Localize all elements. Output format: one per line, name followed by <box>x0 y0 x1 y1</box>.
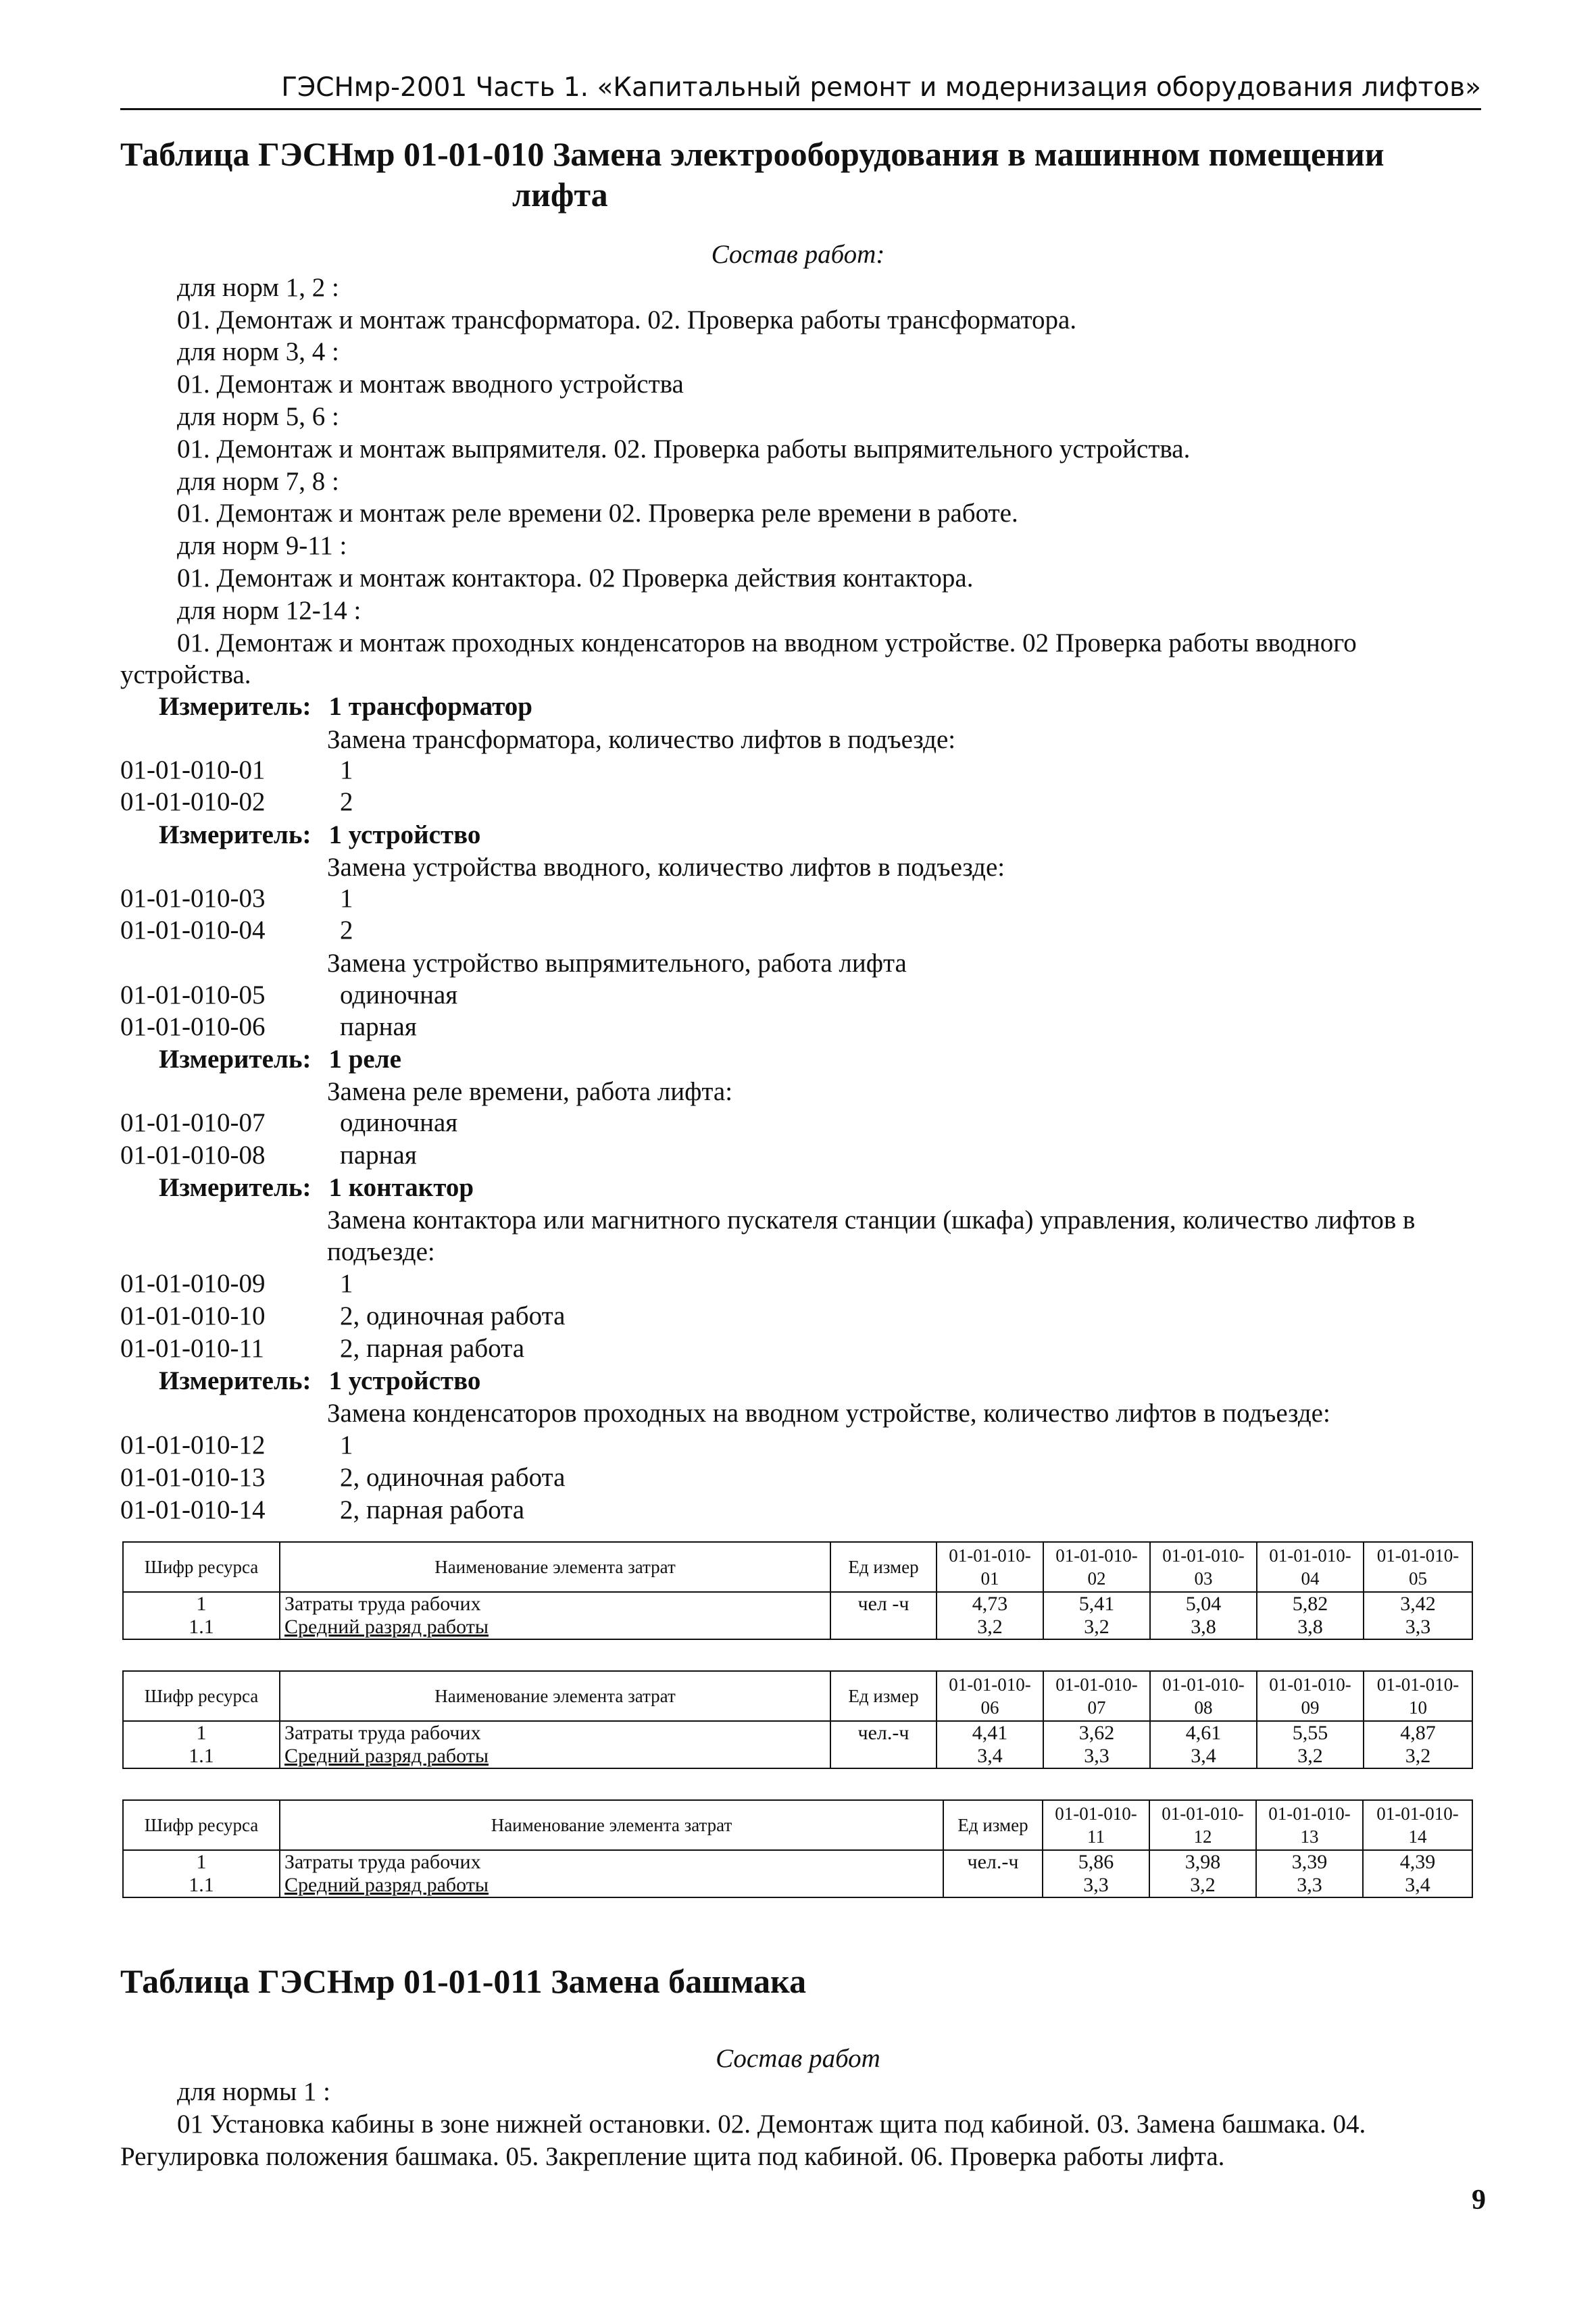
work-step-text: 01. Демонтаж и монтаж проходных конденсаторов на вводном устройстве. 02 Проверка работы вводного <box>177 628 1357 657</box>
value-cell: 3,4 <box>1150 1745 1257 1768</box>
value-cell: 3,3 <box>1043 1874 1149 1897</box>
header-cost-element: Наименование элемента затрат <box>280 1671 830 1721</box>
table-row <box>123 1616 1472 1639</box>
norm-value: 1 <box>340 755 353 785</box>
norm-code-row <box>120 1494 931 1526</box>
norm-label: для норм 3, 4 : <box>177 337 339 366</box>
table-title <box>120 134 1465 215</box>
table-title-line1: Таблица ГЭСНмр 01-01-010 Замена электрооборудования в машинном помещении <box>120 135 1385 173</box>
header-norm-code: 01-01-010-04 <box>1257 1542 1364 1592</box>
norm-code-row <box>120 1011 931 1043</box>
header-norm-code: 01-01-010-07 <box>1043 1671 1150 1721</box>
value-cell: 3,2 <box>1149 1874 1256 1897</box>
norm-code-row <box>120 1268 931 1299</box>
norm-description: Замена устройства вводного, количество лифтов в подъезде: <box>327 853 1005 882</box>
norm-code-row <box>120 754 931 786</box>
value-cell: 5,82 <box>1257 1592 1364 1616</box>
header-unit: Ед измер <box>830 1671 937 1721</box>
value-cell: 3,8 <box>1150 1616 1257 1639</box>
header-unit: Ед измер <box>943 1800 1043 1850</box>
header-norm-code: 01-01-010-01 <box>937 1542 1043 1592</box>
norm-label: для нормы 1 : <box>177 2077 330 2106</box>
norm-label: для норм 5, 6 : <box>177 402 339 431</box>
unit-cell: чел.-ч <box>943 1850 1043 1874</box>
norm-code-row <box>120 1300 931 1332</box>
table-row <box>123 1721 1472 1745</box>
norm-code: 01-01-010-09 <box>120 1269 266 1298</box>
norm-code-row <box>120 914 931 946</box>
work-step-text: 01. Демонтаж и монтаж вводного устройства <box>177 370 684 399</box>
table-row <box>123 1874 1472 1897</box>
header-norm-code: 01-01-010-08 <box>1150 1671 1257 1721</box>
unit-cell: чел -ч <box>830 1592 937 1616</box>
value-cell: 4,61 <box>1150 1721 1257 1745</box>
measure-line <box>159 1172 474 1203</box>
norm-code-row <box>120 882 931 914</box>
work-step-text: устройства. <box>120 660 251 689</box>
header-cost-element: Наименование элемента затрат <box>280 1542 830 1592</box>
value-cell: 3,4 <box>1363 1874 1472 1897</box>
norm-value: 2, парная работа <box>340 1495 525 1524</box>
header-norm-code: 01-01-010-13 <box>1256 1800 1363 1850</box>
norm-description: Замена конденсаторов проходных на вводном устройстве, количество лифтов в подъезде: <box>327 1399 1330 1428</box>
norm-code: 01-01-010-12 <box>120 1430 266 1460</box>
measure-value: 1 трансформатор <box>328 692 532 721</box>
norm-label: для норм 9-11 : <box>177 531 347 560</box>
table-row <box>123 1850 1472 1874</box>
norm-code-row <box>120 1107 931 1139</box>
norm-code-row <box>120 1429 931 1461</box>
norm-description: Замена контактора или магнитного пускателя станции (шкафа) управления, количество лифтов в подъезде: <box>327 1205 1416 1266</box>
measure-label: Измеритель: <box>159 820 311 849</box>
unit-cell: чел.-ч <box>830 1721 937 1745</box>
resource-code: 1.1 <box>123 1874 280 1897</box>
norm-code: 01-01-010-05 <box>120 980 266 1010</box>
header-norm-code: 01-01-010-10 <box>1364 1671 1472 1721</box>
norm-value: 2, одиночная работа <box>340 1301 566 1330</box>
resource-code: 1.1 <box>123 1616 280 1639</box>
value-cell: 4,87 <box>1364 1721 1472 1745</box>
value-cell: 3,3 <box>1256 1874 1363 1897</box>
norm-code: 01-01-010-08 <box>120 1141 266 1170</box>
work-step-text: 01. Демонтаж и монтаж выпрямителя. 02. Проверка работы выпрямительного устройства. <box>177 434 1191 464</box>
norm-description: Замена реле времени, работа лифта: <box>327 1077 733 1106</box>
norm-label: для норм 7, 8 : <box>177 467 339 496</box>
header-cost-element: Наименование элемента затрат <box>280 1800 943 1850</box>
measure-label: Измеритель: <box>159 1366 311 1395</box>
value-cell: 3,39 <box>1256 1850 1363 1874</box>
measure-line <box>159 691 532 722</box>
work-step-text: 01 Установка кабины в зоне нижней остановки. 02. Демонтаж щита под кабиной. 03. Замена башмака. 04. <box>177 2110 1366 2139</box>
norm-value: 2, парная работа <box>340 1334 525 1363</box>
cost-element-name: Средний разряд работы <box>280 1874 943 1897</box>
value-cell: 5,55 <box>1257 1721 1364 1745</box>
norm-code: 01-01-010-11 <box>120 1334 265 1363</box>
measure-line <box>159 1366 480 1396</box>
work-composition-heading: Состав работ: <box>711 240 885 269</box>
norm-code: 01-01-010-07 <box>120 1108 266 1137</box>
value-cell: 5,41 <box>1043 1592 1150 1616</box>
unit-cell <box>830 1616 937 1639</box>
table-row <box>123 1745 1472 1768</box>
resource-table <box>122 1541 1473 1640</box>
resource-code: 1 <box>123 1850 280 1874</box>
norm-description: Замена трансформатора, количество лифтов в подъезде: <box>327 725 956 754</box>
resource-table <box>122 1670 1473 1769</box>
value-cell: 3,62 <box>1043 1721 1150 1745</box>
value-cell: 3,98 <box>1149 1850 1256 1874</box>
value-cell: 4,73 <box>937 1592 1043 1616</box>
measure-line <box>159 1044 401 1074</box>
table-row <box>123 1592 1472 1616</box>
cost-element-name: Затраты труда рабочих <box>280 1850 943 1874</box>
measure-label: Измеритель: <box>159 692 311 721</box>
table-title-2: Таблица ГЭСНмр 01-01-011 Замена башмака <box>120 1962 807 2000</box>
value-cell: 3,42 <box>1364 1592 1472 1616</box>
work-step-text: 01. Демонтаж и монтаж реле времени 02. Проверка реле времени в работе. <box>177 499 1018 528</box>
norm-code: 01-01-010-01 <box>120 755 266 785</box>
measure-label: Измеритель: <box>159 1173 311 1202</box>
header-norm-code: 01-01-010-14 <box>1363 1800 1472 1850</box>
value-cell: 3,2 <box>1043 1616 1150 1639</box>
unit-cell <box>830 1745 937 1768</box>
resource-code: 1 <box>123 1592 280 1616</box>
norm-value: 2 <box>340 787 353 816</box>
norm-value: 1 <box>340 1269 353 1298</box>
running-header: ГЭСНмр-2001 Часть 1. «Капитальный ремонт и модернизация оборудования лифтов» <box>120 68 1481 110</box>
value-cell: 3,8 <box>1257 1616 1364 1639</box>
measure-value: 1 устройство <box>328 1366 481 1395</box>
norm-code: 01-01-010-04 <box>120 916 266 945</box>
value-cell: 3,3 <box>1043 1745 1150 1768</box>
norm-value: 1 <box>340 1430 353 1460</box>
norm-code-row <box>120 979 931 1011</box>
value-cell: 3,3 <box>1364 1616 1472 1639</box>
table-title-line2: лифта <box>512 176 608 214</box>
resource-table <box>122 1799 1473 1898</box>
norm-code-row <box>120 1333 931 1364</box>
work-composition-heading-2: Состав работ <box>716 2044 880 2073</box>
resource-code: 1.1 <box>123 1745 280 1768</box>
value-cell: 3,2 <box>937 1616 1043 1639</box>
header-norm-code: 01-01-010-12 <box>1149 1800 1256 1850</box>
norm-value: парная <box>340 1012 417 1041</box>
value-cell: 3,2 <box>1364 1745 1472 1768</box>
value-cell: 5,86 <box>1043 1850 1149 1874</box>
work-step-text: Регулировка положения башмака. 05. Закрепление щита под кабиной. 06. Проверка работы лифта. <box>120 2142 1225 2171</box>
norm-code: 01-01-010-02 <box>120 787 266 816</box>
measure-line <box>159 820 480 850</box>
norm-code: 01-01-010-03 <box>120 884 266 913</box>
norm-code: 01-01-010-06 <box>120 1012 266 1041</box>
value-cell: 3,2 <box>1257 1745 1364 1768</box>
norm-value: парная <box>340 1141 417 1170</box>
header-resource-code: Шифр ресурса <box>123 1671 280 1721</box>
norm-value: 1 <box>340 884 353 913</box>
norm-value: одиночная <box>340 980 458 1010</box>
norm-code: 01-01-010-10 <box>120 1301 266 1330</box>
value-cell: 3,4 <box>937 1745 1043 1768</box>
header-resource-code: Шифр ресурса <box>123 1800 280 1850</box>
value-cell: 4,41 <box>937 1721 1043 1745</box>
header-unit: Ед измер <box>830 1542 937 1592</box>
header-norm-code: 01-01-010-11 <box>1043 1800 1149 1850</box>
header-norm-code: 01-01-010-02 <box>1043 1542 1150 1592</box>
cost-element-name: Средний разряд работы <box>280 1745 830 1768</box>
norm-value: 2, одиночная работа <box>340 1463 566 1492</box>
value-cell: 5,04 <box>1150 1592 1257 1616</box>
norm-description: Замена устройство выпрямительного, работа лифта <box>327 949 907 978</box>
norm-value: одиночная <box>340 1108 458 1137</box>
measure-label: Измеритель: <box>159 1045 311 1074</box>
resource-code: 1 <box>123 1721 280 1745</box>
work-step-text: 01. Демонтаж и монтаж контактора. 02 Проверка действия контактора. <box>177 564 974 593</box>
norm-code-row <box>120 1139 931 1171</box>
value-cell: 4,39 <box>1363 1850 1472 1874</box>
header-norm-code: 01-01-010-06 <box>937 1671 1043 1721</box>
header-resource-code: Шифр ресурса <box>123 1542 280 1592</box>
unit-cell <box>943 1874 1043 1897</box>
norm-code: 01-01-010-13 <box>120 1463 266 1492</box>
norm-label: для норм 12-14 : <box>177 596 361 625</box>
measure-value: 1 контактор <box>328 1173 474 1202</box>
norm-code: 01-01-010-14 <box>120 1495 266 1524</box>
norm-value: 2 <box>340 916 353 945</box>
page-number: 9 <box>1472 2185 1486 2216</box>
norm-label: для норм 1, 2 : <box>177 273 339 302</box>
header-norm-code: 01-01-010-03 <box>1150 1542 1257 1592</box>
measure-value: 1 реле <box>328 1045 401 1074</box>
cost-element-name: Средний разряд работы <box>280 1616 830 1639</box>
measure-value: 1 устройство <box>328 820 481 849</box>
cost-element-name: Затраты труда рабочих <box>280 1721 830 1745</box>
header-norm-code: 01-01-010-09 <box>1257 1671 1364 1721</box>
cost-element-name: Затраты труда рабочих <box>280 1592 830 1616</box>
norm-code-row <box>120 1462 931 1493</box>
work-step-text: 01. Демонтаж и монтаж трансформатора. 02. Проверка работы трансформатора. <box>177 305 1077 334</box>
header-norm-code: 01-01-010-05 <box>1364 1542 1472 1592</box>
norm-code-row <box>120 786 931 818</box>
